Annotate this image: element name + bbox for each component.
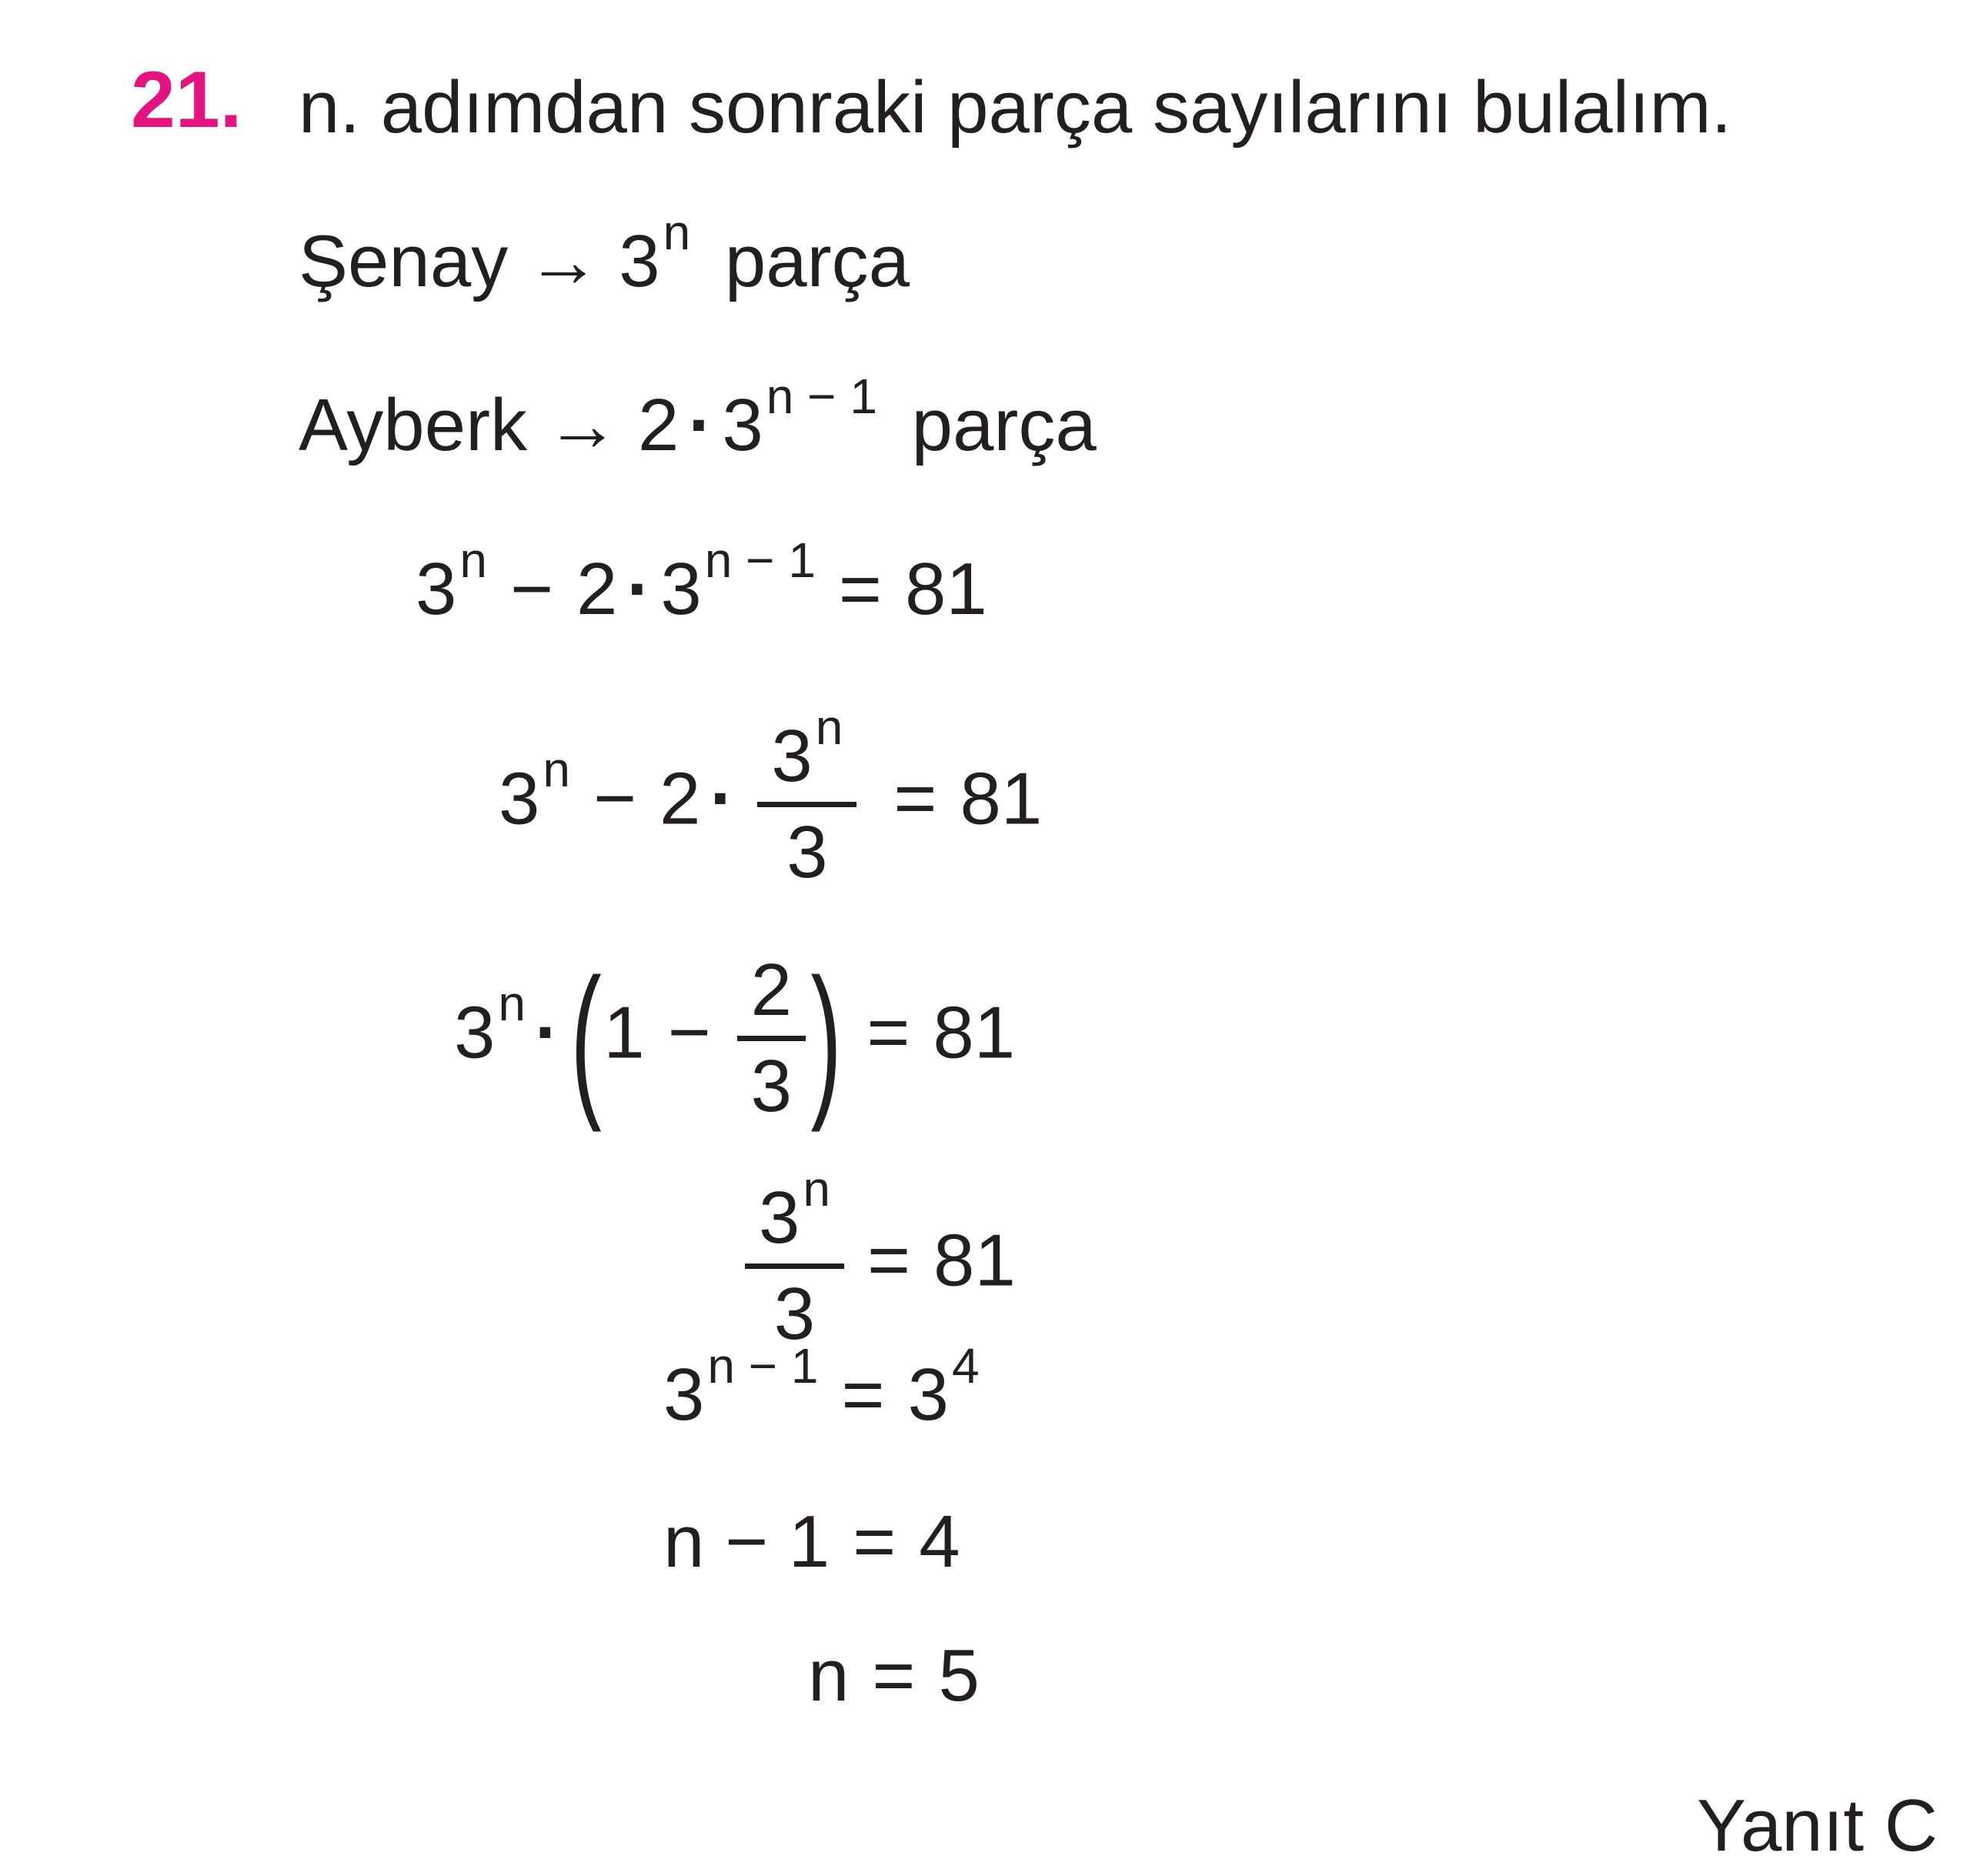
term-exponent: n xyxy=(498,976,526,1032)
senay-rule xyxy=(299,205,910,302)
fraction-denominator: 3 xyxy=(773,1272,816,1355)
minus-sign: − xyxy=(667,991,711,1074)
rhs-value: 5 xyxy=(938,1634,980,1717)
equation-1 xyxy=(416,532,987,630)
equals-sign: = xyxy=(853,1500,897,1583)
ayberk-rule xyxy=(299,369,1097,466)
left-paren: ( xyxy=(570,943,602,1133)
fraction-denominator: 3 xyxy=(786,810,828,893)
rhs-value: 81 xyxy=(933,991,1016,1074)
rhs-value: 81 xyxy=(904,548,987,630)
ayberk-exponent: n − 1 xyxy=(766,369,877,424)
multiply-dot: · xyxy=(534,991,559,1074)
ayberk-unit: parça xyxy=(911,384,1097,466)
rhs-value: 81 xyxy=(960,757,1043,840)
lhs-expression: n − 1 xyxy=(663,1500,830,1583)
equation-4 xyxy=(745,1161,1016,1355)
senay-unit: parça xyxy=(724,220,910,302)
ayberk-coef: 2 xyxy=(638,384,679,466)
coefficient: 2 xyxy=(576,548,618,630)
equation-7 xyxy=(808,1634,980,1717)
equation-5 xyxy=(663,1338,980,1436)
fraction-numerator xyxy=(757,699,856,807)
numerator-base: 3 xyxy=(771,715,813,797)
multiply-dot: · xyxy=(688,384,713,466)
coefficient: 2 xyxy=(659,757,701,840)
equals-sign: = xyxy=(866,991,910,1074)
lhs-expression: n xyxy=(808,1634,850,1717)
rhs-value: 4 xyxy=(919,1500,960,1583)
term-base: 3 xyxy=(454,991,496,1074)
fraction xyxy=(737,950,806,1127)
term-base: 3 xyxy=(416,548,457,630)
equation-3 xyxy=(454,943,1016,1133)
arrow-icon: → xyxy=(526,220,601,302)
term-exponent: n − 1 xyxy=(707,1338,819,1394)
equation-6 xyxy=(663,1500,960,1583)
arrow-icon: → xyxy=(546,384,620,466)
numerator-exponent: n xyxy=(815,699,843,755)
senay-exponent: n xyxy=(663,205,691,260)
equals-sign: = xyxy=(866,1219,911,1302)
numerator-exponent: n xyxy=(803,1161,830,1217)
term-base: 3 xyxy=(663,1354,705,1436)
right-paren: ) xyxy=(810,943,842,1133)
intro-text: n. adımdan sonraki parça sayılarını bulalım. xyxy=(299,66,1732,149)
equals-sign: = xyxy=(893,757,937,840)
term-one: 1 xyxy=(603,991,645,1074)
senay-name: Şenay xyxy=(299,220,509,302)
term-base: 3 xyxy=(907,1354,949,1436)
term-base: 3 xyxy=(660,548,702,630)
ayberk-name: Ayberk xyxy=(299,384,528,466)
equals-sign: = xyxy=(872,1634,916,1717)
fraction-numerator xyxy=(745,1161,844,1269)
fraction xyxy=(745,1161,844,1355)
ayberk-base: 3 xyxy=(722,384,763,466)
term-base: 3 xyxy=(499,757,540,840)
question-number: 21. xyxy=(131,55,242,145)
answer-label: Yanıt C xyxy=(1697,1784,1938,1867)
fraction xyxy=(757,699,856,893)
fraction-numerator: 2 xyxy=(737,950,806,1041)
rhs-value: 81 xyxy=(933,1219,1016,1302)
minus-sign: − xyxy=(509,548,554,630)
term-exponent: n xyxy=(459,532,487,588)
term-exponent: n − 1 xyxy=(704,532,816,588)
term-exponent: n xyxy=(543,742,570,798)
fraction-denominator: 3 xyxy=(750,1044,793,1127)
minus-sign: − xyxy=(593,757,637,840)
multiply-dot: · xyxy=(626,548,652,630)
multiply-dot: · xyxy=(710,757,735,840)
equals-sign: = xyxy=(841,1354,885,1436)
equation-2 xyxy=(499,699,1043,893)
numerator-base: 3 xyxy=(759,1177,800,1259)
equals-sign: = xyxy=(838,548,882,630)
term-exponent: 4 xyxy=(951,1338,980,1394)
senay-base: 3 xyxy=(619,220,660,302)
